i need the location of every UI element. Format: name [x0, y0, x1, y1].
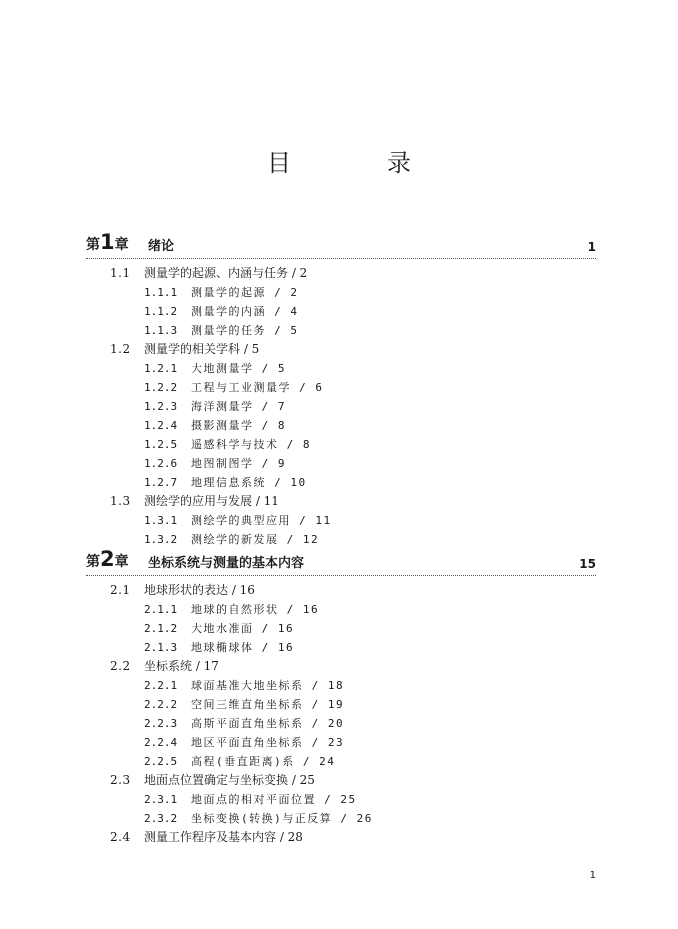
subsection-entry[interactable] [86, 511, 596, 530]
page-title: 目 录 [267, 149, 447, 177]
subsection-entry[interactable] [86, 302, 596, 321]
subsection-entry[interactable] [86, 714, 596, 733]
subsection-number: 2.1.3 [144, 641, 178, 654]
subsection-entry[interactable] [86, 321, 596, 340]
subsection-number: 2.2.5 [144, 755, 178, 768]
subsection-title: 高程(垂直距离)系 / 24 [191, 755, 336, 768]
subsection-title: 测量学的内涵 / 4 [191, 305, 299, 318]
subsection-number: 1.1.3 [144, 324, 178, 337]
section-number: 2.1 [110, 583, 131, 597]
subsection-number: 1.1.1 [144, 286, 178, 299]
table-of-contents [86, 232, 596, 847]
section-title: 地球形状的表达 / 16 [144, 583, 255, 597]
subsection-number: 1.2.4 [144, 419, 178, 432]
subsection-title: 测绘学的典型应用 / 11 [191, 514, 332, 527]
chapter-number [86, 547, 129, 571]
subsection-entry[interactable] [86, 752, 596, 771]
subsection-title: 地图制图学 / 9 [191, 457, 286, 470]
subsection-title: 海洋测量学 / 7 [191, 400, 286, 413]
subsection-entry[interactable] [86, 638, 596, 657]
subsection-title: 测量学的任务 / 5 [191, 324, 299, 337]
subsection-number: 1.3.1 [144, 514, 178, 527]
subsection-title: 大地测量学 / 5 [191, 362, 286, 375]
chapter-suffix: 章 [114, 554, 129, 570]
subsection-entry[interactable] [86, 359, 596, 378]
subsection-title: 工程与工业测量学 / 6 [191, 381, 324, 394]
subsection-title: 地面点的相对平面位置 / 25 [191, 793, 357, 806]
subsection-title: 测量学的起源 / 2 [191, 286, 299, 299]
subsection-entry[interactable] [86, 676, 596, 695]
section-title: 坐标系统 / 17 [144, 659, 219, 673]
section-number: 2.2 [110, 659, 131, 673]
subsection-title: 坐标变换(转换)与正反算 / 26 [191, 812, 373, 825]
chapter-page: 1 [587, 240, 596, 254]
subsection-title: 地理信息系统 / 10 [191, 476, 307, 489]
section-title: 地面点位置确定与坐标变换 / 25 [144, 773, 315, 787]
subsection-number: 2.2.3 [144, 717, 178, 730]
section-number: 1.1 [110, 266, 131, 280]
section-number: 1.2 [110, 342, 131, 356]
subsection-entry[interactable] [86, 378, 596, 397]
subsection-title: 球面基准大地坐标系 / 18 [191, 679, 345, 692]
chapter-num: 2 [100, 547, 115, 571]
section-title: 测量学的起源、内涵与任务 / 2 [144, 266, 308, 280]
subsection-entry[interactable] [86, 733, 596, 752]
section-number: 2.4 [110, 830, 131, 844]
subsection-entry[interactable] [86, 454, 596, 473]
subsection-entry[interactable] [86, 435, 596, 454]
subsection-entry[interactable] [86, 473, 596, 492]
subsection-number: 1.3.2 [144, 533, 178, 546]
section-title: 测量工作程序及基本内容 / 28 [144, 830, 303, 844]
subsection-title: 空间三维直角坐标系 / 19 [191, 698, 345, 711]
subsection-title: 测绘学的新发展 / 12 [191, 533, 320, 546]
subsection-number: 1.2.3 [144, 400, 178, 413]
section-entry[interactable] [86, 581, 596, 600]
subsection-title: 大地水准面 / 16 [191, 622, 295, 635]
subsection-number: 2.3.1 [144, 793, 178, 806]
chapter-page: 15 [579, 557, 596, 571]
subsection-title: 地球的自然形状 / 16 [191, 603, 320, 616]
section-number: 1.3 [110, 494, 131, 508]
subsection-number: 2.2.1 [144, 679, 178, 692]
subsection-title: 地球椭球体 / 16 [191, 641, 295, 654]
subsection-number: 2.2.4 [144, 736, 178, 749]
subsection-entry[interactable] [86, 619, 596, 638]
chapter-heading[interactable] [86, 232, 596, 259]
subsection-title: 高斯平面直角坐标系 / 20 [191, 717, 345, 730]
chapter-num: 1 [100, 230, 115, 254]
subsection-number: 1.2.6 [144, 457, 178, 470]
section-title: 测绘学的应用与发展 / 11 [144, 494, 279, 508]
subsection-title: 遥感科学与技术 / 8 [191, 438, 311, 451]
subsection-number: 1.1.2 [144, 305, 178, 318]
subsection-number: 1.2.5 [144, 438, 178, 451]
chapter-number [86, 230, 129, 254]
subsection-number: 1.2.1 [144, 362, 178, 375]
section-title: 测量学的相关学科 / 5 [144, 342, 260, 356]
chapter-title: 绪论 [148, 239, 175, 254]
subsection-number: 2.3.2 [144, 812, 178, 825]
subsection-entry[interactable] [86, 695, 596, 714]
subsection-number: 2.1.2 [144, 622, 178, 635]
subsection-title: 地区平面直角坐标系 / 23 [191, 736, 345, 749]
subsection-entry[interactable] [86, 530, 596, 549]
subsection-entry[interactable] [86, 416, 596, 435]
subsection-title: 摄影测量学 / 8 [191, 419, 286, 432]
subsection-entry[interactable] [86, 283, 596, 302]
subsection-entry[interactable] [86, 809, 596, 828]
section-entry[interactable] [86, 771, 596, 790]
chapter-prefix: 第 [86, 237, 100, 253]
section-entry[interactable] [86, 492, 596, 511]
subsection-number: 1.2.7 [144, 476, 178, 489]
subsection-entry[interactable] [86, 600, 596, 619]
subsection-number: 1.2.2 [144, 381, 178, 394]
section-number: 2.3 [110, 773, 131, 787]
chapter-prefix: 第 [86, 554, 100, 570]
page-number: 1 [589, 870, 596, 881]
section-entry[interactable] [86, 828, 596, 847]
section-entry[interactable] [86, 340, 596, 359]
section-entry[interactable] [86, 657, 596, 676]
subsection-number: 2.2.2 [144, 698, 178, 711]
chapter-suffix: 章 [114, 237, 129, 253]
subsection-number: 2.1.1 [144, 603, 178, 616]
subsection-entry[interactable] [86, 790, 596, 809]
chapter-title: 坐标系统与测量的基本内容 [148, 556, 305, 571]
chapter-heading[interactable] [86, 549, 596, 576]
subsection-entry[interactable] [86, 397, 596, 416]
section-entry[interactable] [86, 264, 596, 283]
